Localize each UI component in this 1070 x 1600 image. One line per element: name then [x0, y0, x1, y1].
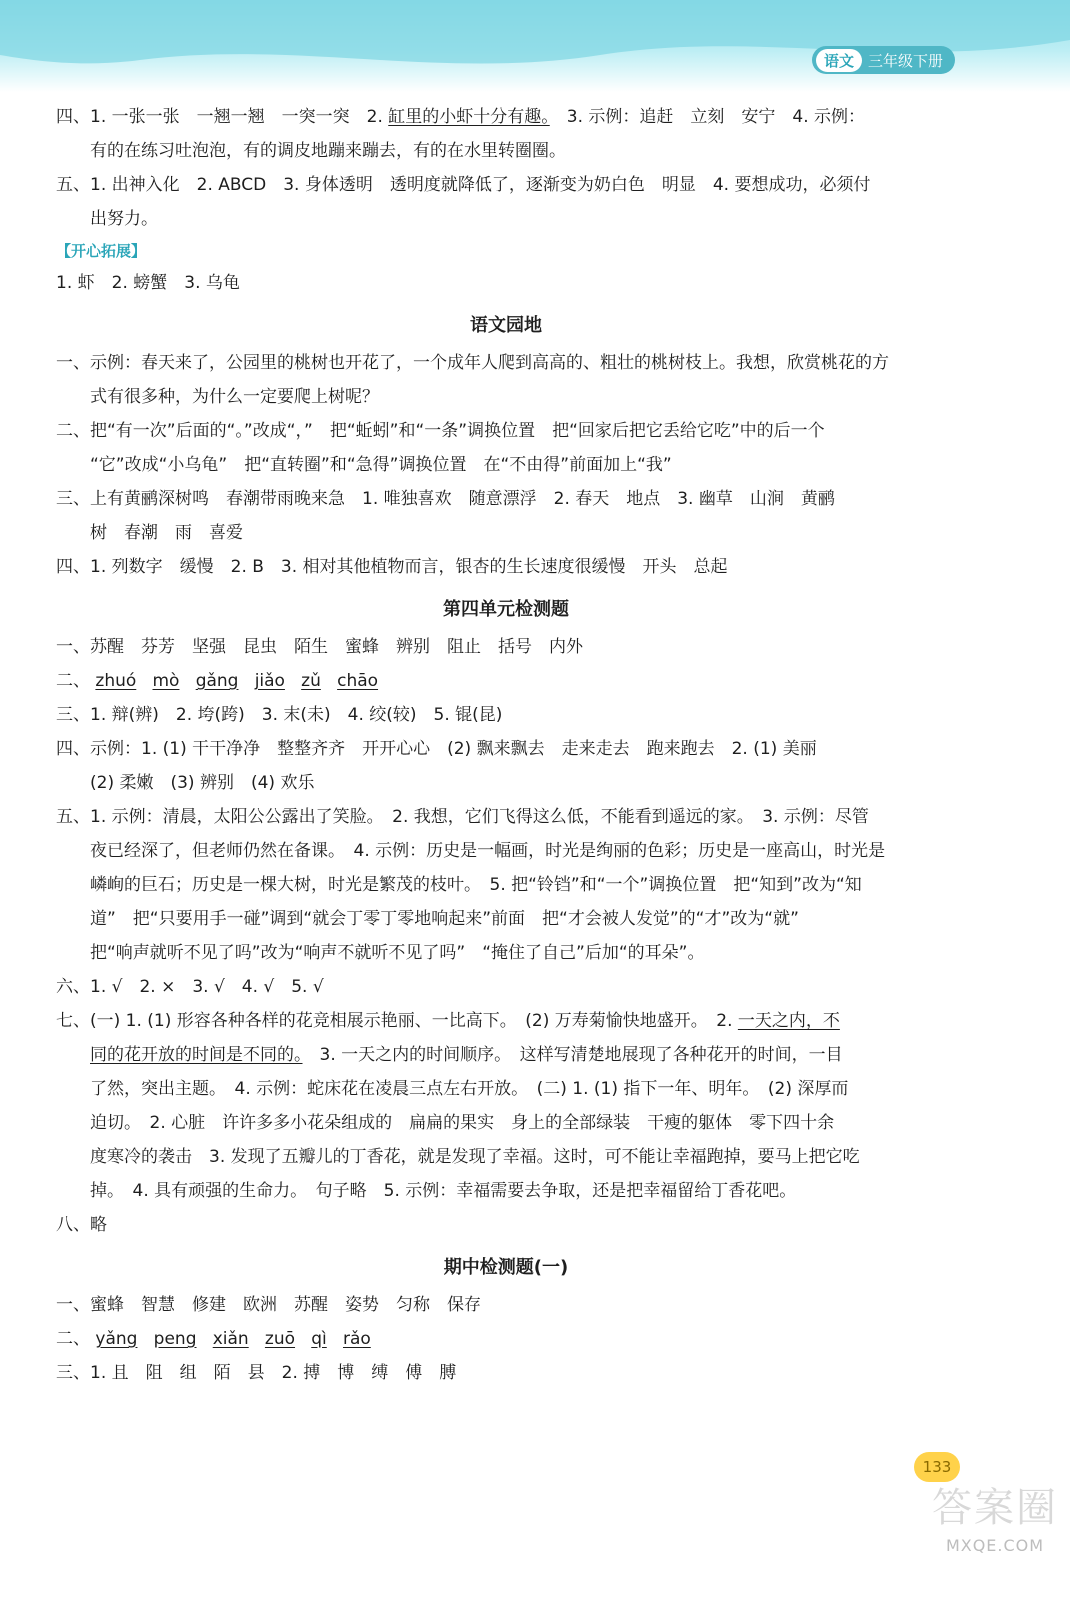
section-title: 期中检测题(一): [443, 1257, 569, 1278]
subject-label: 语文: [816, 49, 862, 72]
watermark-url: MXQE.COM: [945, 1536, 1045, 1555]
watermark-logo: 答案圈: [932, 1485, 1058, 1531]
pinyin-answer: xiǎn: [212, 1329, 249, 1349]
pinyin-answer: peng: [153, 1329, 197, 1349]
pinyin-answer: rǎo: [342, 1329, 371, 1349]
answer-line: 一、蜜蜂 智慧 修建 欧洲 苏醒 姿势 匀称 保存: [56, 1295, 481, 1315]
pinyin-answer: mò: [152, 671, 180, 691]
answer-line: 六、1. √ 2. × 3. √ 4. √ 5. √: [56, 977, 324, 997]
answer-line: 三、1. 辩(辨) 2. 垮(跨) 3. 末(未) 4. 绞(较) 5. 锟(昆): [56, 705, 503, 725]
answer-line: [56, 100, 956, 134]
answer-line: 嶙峋的巨石；历史是一棵大树，时光是繁茂的枝叶。 5. 把“铃铛”和“一个”调换位置 把“知到”改为“知: [90, 875, 862, 895]
answer-line: 1. 虾 2. 螃蟹 3. 乌龟: [56, 273, 240, 293]
pinyin-answer: zǔ: [301, 671, 321, 691]
answer-line: 有的在练习吐泡泡，有的调皮地蹦来蹦去，有的在水里转圈圈。: [90, 141, 566, 161]
answer-content: [56, 100, 956, 1390]
answer-line: [56, 1038, 956, 1072]
pinyin-line: [56, 664, 956, 698]
pinyin-answer: jiǎo: [254, 671, 285, 691]
pinyin-answer: chāo: [337, 671, 379, 691]
answer-line: 了然，突出主题。 4. 示例：蛇床花在凌晨三点左右开放。 (二) 1. (1) 指下一年、明年。 (2) 深厚而: [90, 1079, 849, 1099]
section-tag: 【开心拓展】: [56, 242, 147, 260]
answer-text: 四、1. 一张一张 一翘一翘 一突一突 2.: [56, 107, 389, 127]
pinyin-answer: zuō: [264, 1329, 296, 1349]
pinyin-answer: zhuó: [95, 671, 137, 691]
answer-line: 夜已经深了，但老师仍然在备课。 4. 示例：历史是一幅画，时光是绚丽的色彩；历史是一座高山，时光是: [90, 841, 886, 861]
answer-line: 五、1. 出神入化 2. ABCD 3. 身体透明 透明度就降低了，逐渐变为奶白色 明显 4. 要想成功，必须付: [56, 175, 871, 195]
answer-line: 把“响声就听不见了吗”改为“响声不就听不见了吗” “掩住了自己”后加“的耳朵”。: [90, 943, 705, 963]
subject-grade-badge: [812, 46, 955, 74]
answer-text: 七、(一) 1. (1) 形容各种各样的花竞相展示艳丽、一比高下。 (2) 万寿菊愉快地盛开。 2.: [56, 1011, 738, 1031]
underlined-answer: 同的花开放的时间是不同的。: [90, 1045, 303, 1065]
pinyin-answer: yǎng: [95, 1329, 138, 1349]
answer-text: 二、: [56, 671, 90, 691]
answer-text: 二、: [56, 1329, 90, 1349]
answer-line: 出努力。: [90, 209, 158, 229]
answer-line: 三、1. 且 阻 组 陌 县 2. 搏 博 缚 傅 膊: [56, 1363, 457, 1383]
section-title: 第四单元检测题: [443, 599, 569, 620]
header-band: [0, 0, 1070, 92]
section-title: 语文园地: [470, 315, 542, 336]
underlined-answer: 缸里的小虾十分有趣。: [388, 107, 550, 127]
grade-label: 三年级下册: [868, 51, 944, 70]
answer-line: 迫切。 2. 心脏 许许多多小花朵组成的 扁扁的果实 身上的全部绿装 干瘦的躯体 零下四十余: [90, 1113, 835, 1133]
answer-line: 二、把“有一次”后面的“。”改成“，” 把“蚯蚓”和“一条”调换位置 把“回家后把它丢给它吃”中的后一个: [56, 421, 825, 441]
answer-line: 五、1. 示例：清晨，太阳公公露出了笑脸。 2. 我想，它们飞得这么低，不能看到遥远的家。 3. 示例：尽管: [56, 807, 869, 827]
answer-line: 三、上有黄鹂深树鸣 春潮带雨晚来急 1. 唯独喜欢 随意漂浮 2. 春天 地点 3. 幽草 山涧 黄鹂: [56, 489, 835, 509]
answer-line: 一、示例：春天来了，公园里的桃树也开花了，一个成年人爬到高高的、粗壮的桃树枝上。我想，欣赏桃花的方: [56, 353, 889, 373]
answer-line: 树 春潮 雨 喜爱: [90, 523, 243, 543]
answer-line: 八、略: [56, 1215, 107, 1235]
answer-line: [56, 1004, 956, 1038]
answer-text: 3. 一天之内的时间顺序。 这样写清楚地展现了各种花开的时间，一目: [302, 1045, 843, 1065]
answer-text: 3. 示例：追赶 立刻 安宁 4. 示例：: [549, 107, 865, 127]
answer-line: 道” 把“只要用手一碰”调到“就会丁零丁零地响起来”前面 把“才会被人发觉”的“才”改为“就”: [90, 909, 799, 929]
underlined-answer: 一天之内，不: [737, 1011, 840, 1031]
pinyin-answer: gǎng: [195, 671, 239, 691]
answer-line: 掉。 4. 具有顽强的生命力。 句子略 5. 示例：幸福需要去争取，还是把幸福留给丁香花吧。: [90, 1181, 797, 1201]
watermark: [930, 1480, 1060, 1590]
answer-line: “它”改成“小乌龟” 把“直转圈”和“急得”调换位置 在“不由得”前面加上“我”: [90, 455, 672, 475]
answer-line: 一、苏醒 芬芳 坚强 昆虫 陌生 蜜蜂 辨别 阻止 括号 内外: [56, 637, 583, 657]
answer-line: 四、1. 列数字 缓慢 2. B 3. 相对其他植物而言，银杏的生长速度很缓慢 开头 总起: [56, 557, 728, 577]
page-number: 133: [914, 1452, 960, 1482]
pinyin-answer: qì: [311, 1329, 327, 1349]
answer-line: 度寒冷的袭击 3. 发现了五瓣儿的丁香花，就是发现了幸福。这时，可不能让幸福跑掉，要马上把它吃: [90, 1147, 860, 1167]
answer-line: (2) 柔嫩 (3) 辨别 (4) 欢乐: [90, 773, 315, 793]
answer-line: 式有很多种，为什么一定要爬上树呢？: [90, 387, 379, 407]
pinyin-line: [56, 1322, 956, 1356]
answer-line: 四、示例：1. (1) 干干净净 整整齐齐 开开心心 (2) 飘来飘去 走来走去 跑来跑去 2. (1) 美丽: [56, 739, 817, 759]
